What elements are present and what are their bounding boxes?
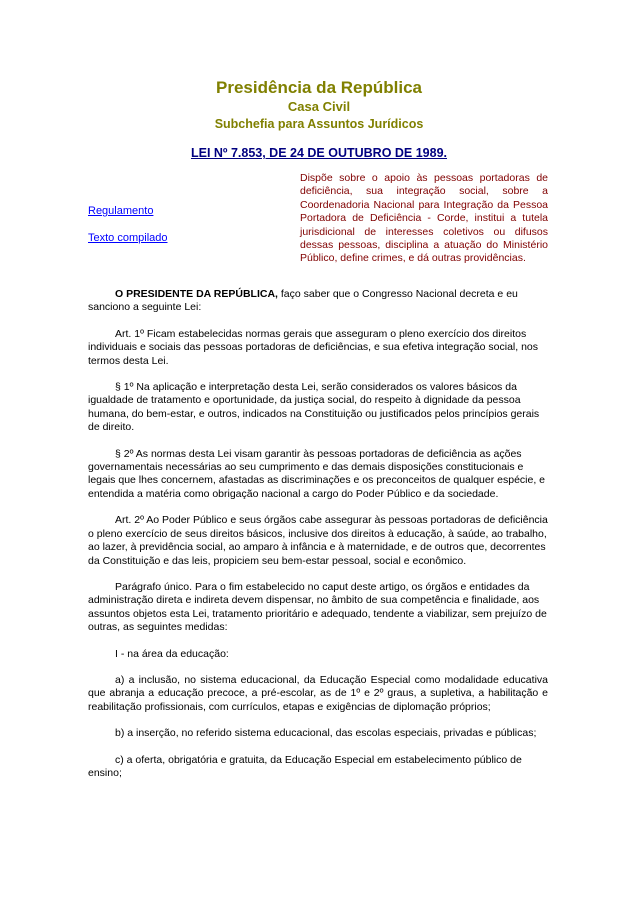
inciso-i-paragraph: I - na área da educação: bbox=[115, 647, 229, 660]
alinea-b-paragraph: b) a inserção, no referido sistema educacional, das escolas especiais, privadas e públicas; bbox=[115, 727, 537, 740]
page-title: Presidência da República bbox=[216, 78, 422, 97]
art2-paragraph: Art. 2º Ao Poder Público e seus órgãos cabe assegurar às pessoas portadoras de deficiência o pleno exercício de seus direitos básicos, inclusive dos direitos à educação, à saúde, ao trabalho, ao lazer, à previdência social, ao amparo à infância e à maternidade, e de outros que, decorrentes da Constituição e das leis, propiciem seu bem-estar pessoal, social e econômico. bbox=[88, 514, 548, 567]
ementa: Dispõe sobre o apoio às pessoas portadoras de deficiência, sua integração social, sobre a Coordenadoria Nacional para Integração da Pessoa Portadora de Deficiência - Corde, institui a tutela jurisdicional de interesses coletivos ou difusos dessas pessoas, disciplina a atuação do Ministério Público, define crimes, e dá outras providências. bbox=[300, 172, 548, 265]
art1-p1-paragraph: § 1º Na aplicação e interpretação desta Lei, serão considerados os valores básicos da igualdade de tratamento e oportunidade, da justiça social, do respeito à dignidade da pessoa humana, do bem-estar, e outros, indicados na Constituição ou justificados pelos princípios gerais de direito. bbox=[88, 381, 540, 434]
art1-paragraph: Art. 1º Ficam estabelecidas normas gerais que asseguram o pleno exercício dos direitos individuais e sociais das pessoas portadoras de deficiências, e sua efetiva integração social, nos termos desta Lei. bbox=[88, 327, 539, 367]
page-subtitle: Casa Civil bbox=[287, 99, 351, 114]
law-body bbox=[88, 288, 548, 793]
regulamento-link[interactable]: Regulamento bbox=[88, 205, 154, 217]
texto-compilado-link[interactable]: Texto compilado bbox=[88, 232, 168, 244]
art1-p2-paragraph: § 2º As normas desta Lei visam garantir às pessoas portadoras de deficiência as ações governamentais necessárias ao seu cumprimento e das demais disposições constitucionais e legais que lhes concernem, afastadas as discriminações e os preconceitos de qualquer espécie, e entendida a matéria como obrigação nacional a cargo do Poder Público e da sociedade. bbox=[88, 447, 546, 500]
intro-paragraph bbox=[88, 288, 548, 315]
intro-text: faço saber que o Congresso Nacional decreta e eu sanciono a seguinte Lei: bbox=[88, 288, 518, 314]
department-title: Subchefia para Assuntos Jurídicos bbox=[214, 117, 424, 131]
intro-bold: O PRESIDENTE DA REPÚBLICA, bbox=[115, 288, 278, 300]
alinea-a-paragraph: a) a inclusão, no sistema educacional, da Educação Especial como modalidade educativa que abranja a educação precoce, a pré-escolar, as de 1º e 2º graus, a supletiva, a habilitação e reabilitação profissionais, com currículos, etapas e exigências de diplomação próprios; bbox=[88, 673, 548, 713]
side-links bbox=[88, 205, 168, 244]
art2-sole-paragraph: Parágrafo único. Para o fim estabelecido no caput deste artigo, os órgãos e entidades da administração direta e indireta devem dispensar, no âmbito de sua competência e finalidade, aos assuntos objetos esta Lei, tratamento prioritário e adequado, tendente a viabilizar, sem prejuízo de outras, as seguintes medidas: bbox=[88, 580, 547, 634]
law-title-link[interactable]: LEI Nº 7.853, DE 24 DE OUTUBRO DE 1989. bbox=[190, 146, 448, 160]
alinea-c-paragraph: c) a oferta, obrigatória e gratuita, da Educação Especial em estabelecimento público de ensino; bbox=[88, 753, 522, 779]
